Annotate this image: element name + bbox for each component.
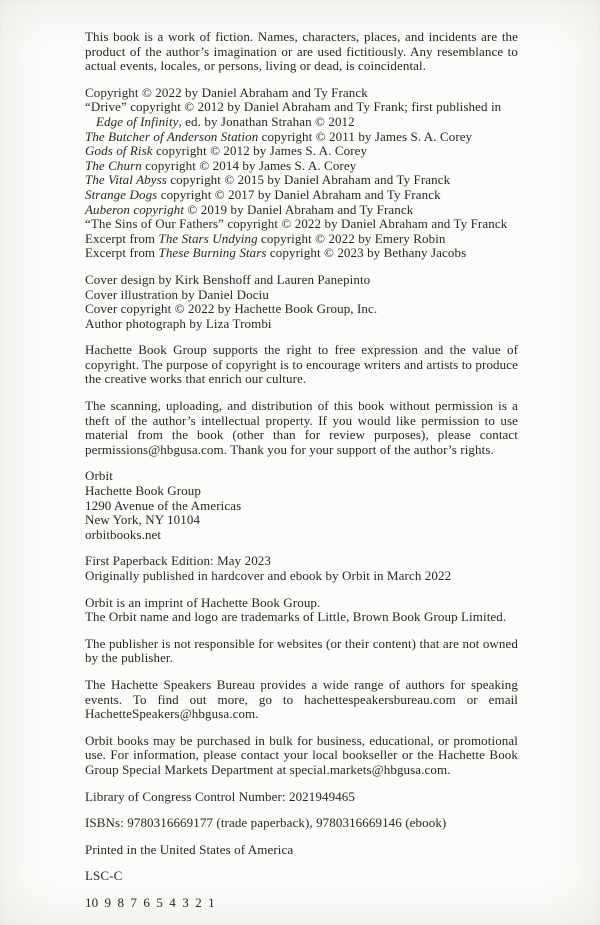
- copyright-notice-line: The Butcher of Anderson Station copyright © 2011 by James S. A. Corey: [85, 128, 473, 144]
- copyright-notice-line: Copyright © 2022 by Daniel Abraham and Ty Franck: [85, 84, 368, 100]
- isbn-line: ISBNs: 9780316669177 (trade paperback), 9780316669146 (ebook): [85, 815, 447, 831]
- printed-in-line: Printed in the United States of America: [85, 841, 294, 857]
- imprint-info-line: Orbit is an imprint of Hachette Book Group.: [85, 594, 321, 610]
- cover-credit-line: Author photograph by Liza Trombi: [85, 315, 272, 331]
- anti-piracy-paragraph: The scanning, uploading, and distribution of this book without permission is a theft of the author’s intellectual property. If you would like permission to use material from the book (other than for review purposes), please contact permissions@hbgusa.com. Thank you for your support of the author’s rights.: [85, 398, 518, 457]
- copyright-page-content: [85, 30, 518, 923]
- publisher-address-line: 1290 Avenue of the Americas: [85, 497, 242, 513]
- bulk-purchase-paragraph: Orbit books may be purchased in bulk for business, educational, or promotional use. For information, please contact your local bookseller or the Hachette Book Group Special Markets Department at special.markets@hbgusa.com.: [85, 732, 518, 777]
- print-run-numbers: 10 9 8 7 6 5 4 3 2 1: [85, 894, 215, 910]
- cover-credits-list: [85, 273, 518, 331]
- fiction-disclaimer-paragraph: This book is a work of fiction. Names, characters, places, and incidents are the product of the author’s imagination or are used fictitiously. Any resemblance to actual events, locales, or persons, living or dead, is coincidental.: [85, 29, 518, 74]
- imprint-info-line: The Orbit name and logo are trademarks of Little, Brown Book Group Limited.: [85, 609, 507, 625]
- edition-info-line: Originally published in hardcover and ebook by Orbit in March 2022: [85, 568, 452, 583]
- copyright-notice-line: Auberon copyright © 2019 by Daniel Abraham and Ty Franck: [85, 201, 414, 217]
- speakers-bureau-paragraph: The Hachette Speakers Bureau provides a wide range of authors for speaking events. To find out more, go to hachettespeakersbureau.com or email HachetteSpeakers@hbgusa.com.: [85, 676, 518, 722]
- copyright-notice-line: Strange Dogs copyright © 2017 by Daniel Abraham and Ty Franck: [85, 186, 441, 202]
- cover-credit-line: Cover illustration by Daniel Dociu: [85, 286, 269, 302]
- publisher-address-list: [85, 469, 518, 542]
- printer-code: LSC-C: [85, 868, 123, 884]
- publisher-address-line: Hachette Book Group: [85, 483, 201, 499]
- copyright-notice-line: Excerpt from The Stars Undying copyright © 2022 by Emery Robin: [85, 230, 446, 246]
- websites-disclaimer-paragraph: The publisher is not responsible for websites (or their content) that are not owned by the publisher.: [85, 635, 518, 666]
- cover-credit-line: Cover design by Kirk Benshoff and Lauren Panepinto: [85, 271, 371, 287]
- edition-info-line: First Paperback Edition: May 2023: [85, 553, 271, 569]
- copyright-notice-line: Excerpt from These Burning Stars copyright © 2023 by Bethany Jacobs: [85, 245, 467, 261]
- copyright-notice-line: The Churn copyright © 2014 by James S. A. Corey: [85, 157, 357, 173]
- lccn-line: Library of Congress Control Number: 2021949465: [85, 788, 355, 804]
- edition-info-list: [85, 554, 518, 583]
- copyright-notice-line: The Vital Abyss copyright © 2015 by Daniel Abraham and Ty Franck: [85, 172, 451, 188]
- free-expression-paragraph: Hachette Book Group supports the right to free expression and the value of copyright. The purpose of copyright is to encourage writers and artists to produce the creative works that enrich our culture.: [85, 342, 518, 387]
- cover-credit-line: Cover copyright © 2022 by Hachette Book Group, Inc.: [85, 301, 378, 317]
- copyright-notice-line: Gods of Risk copyright © 2012 by James S. A. Corey: [85, 143, 368, 159]
- copyright-notice-line: “The Sins of Our Fathers” copyright © 2022 by Daniel Abraham and Ty Franck: [85, 216, 508, 232]
- imprint-info-list: [85, 596, 518, 625]
- copyright-notice-line: “Drive” copyright © 2012 by Daniel Abraham and Ty Frank; first published in Edge of Infinity, ed. by Jonathan Strahan © 2012: [85, 99, 502, 129]
- publisher-address-line: New York, NY 10104: [85, 512, 201, 528]
- publisher-address-line: Orbit: [85, 468, 113, 484]
- publisher-address-line: orbitbooks.net: [85, 526, 162, 542]
- copyright-notices-list: [85, 86, 518, 261]
